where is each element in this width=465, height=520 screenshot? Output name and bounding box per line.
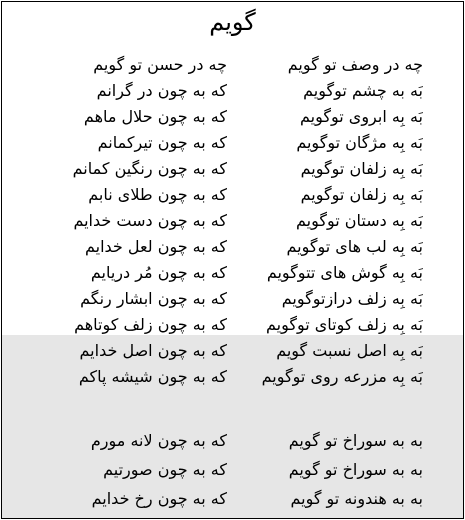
verse-first-half: بَه بِه اصل نسبت گویم	[276, 341, 423, 360]
verse-second-half: که به چون لعل خدایم	[84, 237, 227, 256]
verse-first-half: بَه بِه زلفان توگویم	[300, 185, 423, 204]
verse-row	[2, 312, 463, 338]
verse-second-half: که به چون شیشه پاکم	[78, 367, 227, 386]
verse-first-half: بَه بِه زلف درازتوگویم	[281, 289, 423, 308]
verse-second-half: که به چون در گرانم	[96, 81, 227, 100]
verse-second-half: که به چون دست خدایم	[73, 211, 227, 230]
verse-second-half: که به چون طلای نابم	[88, 185, 227, 204]
verse-row	[2, 486, 463, 512]
verse-row	[2, 338, 463, 364]
verse-first-half: بَه بِه زلف کوتای توگویم	[265, 315, 423, 334]
verse-first-half: بَه بِه گوش های تتوگویم	[266, 263, 423, 282]
verse-second-half: که به چون تیرکمانم	[97, 133, 227, 152]
verse-row	[2, 457, 463, 483]
verse-second-half: چه در حسن تو گویم	[93, 55, 227, 74]
verse-second-half: که به چون رخ خدایم	[91, 489, 227, 508]
verse-row	[2, 208, 463, 234]
verse-first-half: بَه بِه لب های توگویم	[286, 237, 423, 256]
verse-first-half: بَه بِه مژگان توگویم	[296, 133, 423, 152]
verse-row	[2, 104, 463, 130]
verse-row	[2, 428, 463, 454]
verse-second-half: که به چون مُر دریایم	[90, 263, 227, 282]
verse-first-half: چه در وصف تو گویم	[287, 55, 423, 74]
verse-second-half: که به چون لانه مورم	[90, 431, 227, 450]
verse-first-half: به به هندونه تو گویم	[290, 489, 423, 508]
verse-first-half: به به سوراخ تو گویم	[288, 431, 423, 450]
verse-first-half: بَه بِه زلفان توگویم	[300, 159, 423, 178]
poem-title: گویم	[209, 8, 256, 36]
verse-second-half: که به چون حلال ماهم	[83, 107, 227, 126]
verse-row	[2, 156, 463, 182]
verse-row	[2, 130, 463, 156]
verse-second-half: که به چون اصل خدایم	[79, 341, 227, 360]
verse-second-half: که به چون رنگین کمانم	[72, 159, 227, 178]
verse-row	[2, 260, 463, 286]
verse-row	[2, 286, 463, 312]
poem-frame	[1, 1, 464, 519]
verse-row	[2, 364, 463, 390]
verse-first-half: به به سوراخ تو گویم	[288, 460, 423, 479]
verse-row	[2, 234, 463, 260]
verse-row	[2, 78, 463, 104]
verse-second-half: که به چون زلف کوتاهم	[74, 315, 227, 334]
verse-row	[2, 52, 463, 78]
verse-second-half: که به چون ابشار رنگم	[80, 289, 227, 308]
verse-first-half: بَه بِه دستان توگویم	[295, 211, 423, 230]
verse-first-half: بَه به چشم توگویم	[303, 81, 423, 100]
verse-first-half: بَه بِه مزرعه روی توگویم	[261, 367, 423, 386]
verse-first-half: بَه بِه ابروی توگویم	[300, 107, 423, 126]
verse-row	[2, 182, 463, 208]
verse-second-half: که به چون صورتیم	[103, 460, 227, 479]
